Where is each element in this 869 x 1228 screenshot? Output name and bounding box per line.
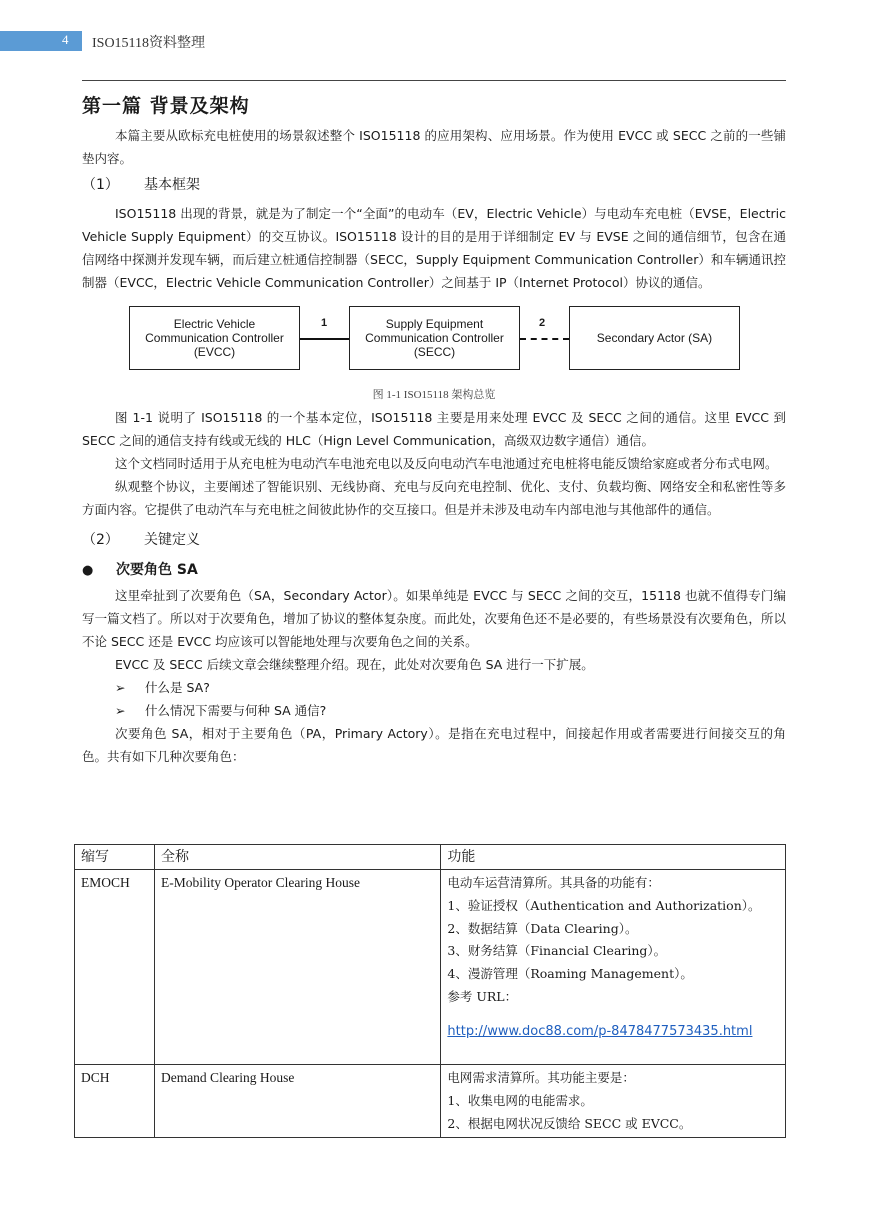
function-line: 电动车运营清算所。其具备的功能有： bbox=[447, 875, 660, 890]
section-number: （1） bbox=[82, 177, 119, 193]
box-line: Electric Vehicle bbox=[173, 317, 256, 331]
figure-caption: 图 1-1 ISO15118 架构总览 bbox=[372, 389, 496, 401]
reference-link[interactable]: http://www.doc88.com/p-8478477573435.html bbox=[447, 1023, 753, 1039]
page-number-bar bbox=[0, 31, 82, 51]
box-line: Communication Controller bbox=[145, 331, 284, 345]
question-item bbox=[82, 699, 786, 722]
paragraph-sa-definition: 次要角色 SA，相对于主要角色（PA，Primary Actory）。是指在充电过程中，间接起作用或者需要进行间接交互的角色。共有如下几种次要角色： bbox=[82, 726, 786, 764]
diagram-box-secc bbox=[349, 306, 520, 370]
box-line: (EVCC) bbox=[193, 345, 236, 359]
fullname-cell: Demand Clearing House bbox=[154, 1065, 440, 1138]
function-line: 2、根据电网状况反馈给 SECC 或 EVCC。 bbox=[447, 1115, 692, 1131]
box-line: Supply Equipment bbox=[385, 317, 484, 331]
diagram-link-label-2: 2 bbox=[539, 317, 546, 329]
fullname-cell: E-Mobility Operator Clearing House bbox=[154, 870, 440, 1065]
abbr-cell: EMOCH bbox=[75, 870, 155, 1065]
paragraph-background: ISO15118 出现的背景，就是为了制定一个“全面”的电动车（EV，Electric Vehicle）与电动车充电桩（EVSE，Electric Vehicle Supply Equipment）的交互协议。ISO15118 设计的目的是用于详细制定 EV 与 EVSE 之间的通信细节，包含在通信网络中探测并发现车辆，而后建立桩通信控制器（SECC，Supply Equipment Communication Controller）和车辆通讯控制器（EVCC，Electric Vehicle Communication Controller）之间基于 IP（Internet Protocol）协议的通信。 bbox=[82, 206, 786, 290]
bullet-dot-icon: ● bbox=[82, 563, 94, 578]
box-line: Communication Controller bbox=[365, 331, 504, 345]
section-heading-1 bbox=[82, 172, 786, 198]
table-row bbox=[75, 870, 786, 1065]
section-number: （2） bbox=[82, 532, 119, 548]
architecture-diagram bbox=[82, 306, 786, 386]
column-header: 全称 bbox=[154, 845, 440, 870]
running-title: ISO15118资料整理 bbox=[92, 36, 206, 51]
section-title: 基本框架 bbox=[144, 177, 200, 193]
abbr-cell: DCH bbox=[75, 1065, 155, 1138]
diagram-link-solid bbox=[300, 338, 349, 340]
diagram-link-dashed bbox=[520, 338, 569, 340]
table-row bbox=[75, 1065, 786, 1138]
document-body bbox=[82, 88, 786, 768]
column-header: 功能 bbox=[441, 845, 786, 870]
function-cell bbox=[441, 870, 786, 1065]
intro-paragraph: 本篇主要从欧标充电桩使用的场景叙述整个 ISO15118 的应用架构、应用场景。作为使用 EVCC 或 SECC 之前的一些铺垫内容。 bbox=[82, 128, 786, 166]
question-text: 什么是 SA? bbox=[145, 680, 210, 695]
function-line: 2、数据结算（Data Clearing）。 bbox=[447, 920, 638, 936]
paragraph-overview: 纵观整个协议，主要阐述了智能识别、无线协商、充电与反向充电控制、优化、支付、负载均衡、网络安全和私密性等多方面内容。它提供了电动汽车与充电桩之间彼此协作的交互接口。但是并未涉及电动车内部电池与其他部件的通信。 bbox=[82, 479, 786, 517]
chapter-title: 第一篇 背景及架构 bbox=[82, 95, 250, 117]
function-line: 3、财务结算（Financial Clearing）。 bbox=[447, 943, 667, 959]
arrow-bullet-icon: ➢ bbox=[115, 703, 126, 718]
header-rule bbox=[82, 80, 786, 81]
function-line: 电网需求清算所。其功能主要是： bbox=[447, 1070, 635, 1085]
function-cell bbox=[441, 1065, 786, 1138]
function-line: 4、漫游管理（Roaming Management）。 bbox=[447, 966, 693, 982]
section-heading-2 bbox=[82, 527, 786, 553]
paragraph-figure-explanation: 图 1-1 说明了 ISO15118 的一个基本定位，ISO15118 主要是用来处理 EVCC 及 SECC 之间的通信。这里 EVCC 到 SECC 之间的通信支持有线或无线的 HLC（Hign Level Communication，高级双边数字通信）通信。 bbox=[82, 410, 786, 448]
table-header-row bbox=[75, 845, 786, 870]
box-line: (SECC) bbox=[413, 345, 456, 359]
page-number: 4 bbox=[62, 32, 69, 47]
question-text: 什么情况下需要与何种 SA 通信? bbox=[145, 703, 327, 718]
diagram-box-sa: Secondary Actor (SA) bbox=[569, 306, 740, 370]
paragraph-secondary-actor: 这里牵扯到了次要角色（SA，Secondary Actor）。如果单纯是 EVCC 与 SECC 之间的交互，15118 也就不值得专门编写一篇文档了。所以对于次要角色，增加了协议的整体复杂度。而此处，次要角色还不是必要的，有些场景没有次要角色，所以不论 SECC 还是 EVCC 均应该可以智能地处理与次要角色之间的关系。 bbox=[82, 588, 786, 649]
column-header: 缩写 bbox=[75, 845, 155, 870]
bullet-heading-text: 次要角色 SA bbox=[116, 562, 198, 578]
function-line: 1、收集电网的电能需求。 bbox=[447, 1092, 593, 1108]
function-line: 参考 URL： bbox=[447, 988, 518, 1004]
diagram-box-evcc bbox=[129, 306, 300, 370]
bullet-heading bbox=[82, 557, 786, 584]
secondary-actor-table bbox=[74, 844, 786, 1138]
arrow-bullet-icon: ➢ bbox=[115, 680, 126, 695]
section-title: 关键定义 bbox=[144, 532, 200, 548]
diagram-link-label-1: 1 bbox=[321, 317, 328, 329]
paragraph-applicability: 这个文档同时适用于从充电桩为电动汽车电池充电以及反向电动汽车电池通过充电桩将电能反馈给家庭或者分布式电网。 bbox=[115, 456, 778, 471]
function-line: 1、验证授权（Authentication and Authorization）。 bbox=[447, 897, 761, 913]
question-item bbox=[82, 676, 786, 699]
paragraph-extension: EVCC 及 SECC 后续文章会继续整理介绍。现在，此处对次要角色 SA 进行一下扩展。 bbox=[115, 657, 594, 672]
